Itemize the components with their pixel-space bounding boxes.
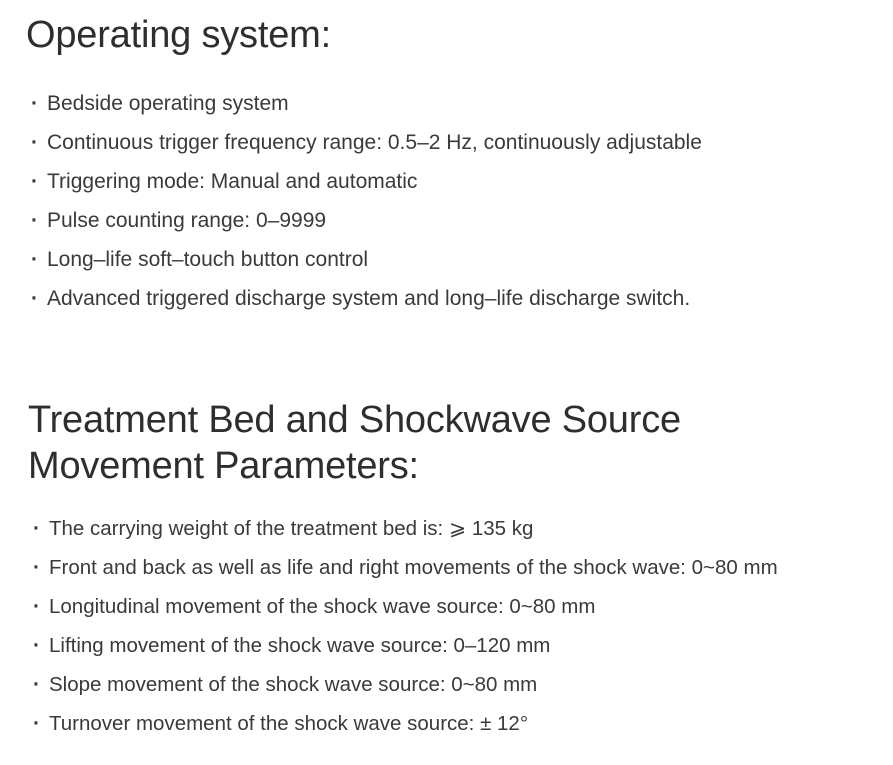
- list-item: [28, 665, 893, 704]
- bullet-dot-icon: [28, 587, 49, 626]
- list-item: [26, 162, 893, 201]
- list-item: [26, 240, 893, 279]
- bullet-dot-icon: [26, 123, 47, 162]
- bullet-dot-icon: [28, 665, 49, 704]
- list-item-text: Triggering mode: Manual and automatic: [47, 170, 418, 193]
- list-item: [28, 548, 893, 587]
- list-item: [28, 509, 893, 548]
- bullet-dot-icon: [28, 704, 49, 743]
- bullet-dot-icon: [28, 626, 49, 665]
- movement-parameters-heading: [28, 397, 893, 489]
- operating-system-list: [26, 84, 893, 318]
- bullet-dot-icon: [28, 548, 49, 587]
- list-item: [28, 587, 893, 626]
- bullet-dot-icon: [28, 509, 49, 548]
- list-item-text: Pulse counting range: 0–9999: [47, 209, 327, 232]
- movement-parameters-list: [28, 509, 893, 743]
- operating-system-section: [26, 12, 893, 318]
- list-item-text: Long–life soft–touch button control: [47, 248, 369, 271]
- bullet-dot-icon: [26, 162, 47, 201]
- bullet-dot-icon: [26, 240, 47, 279]
- operating-system-heading: Operating system:: [26, 14, 331, 56]
- bullet-dot-icon: [26, 84, 47, 123]
- list-item: [28, 704, 893, 743]
- heading-line-2: Movement Parameters:: [28, 445, 419, 487]
- list-item: [26, 84, 893, 123]
- list-item: [26, 279, 893, 318]
- movement-parameters-section: [28, 397, 893, 743]
- list-item-text: Slope movement of the shock wave source: 0~80 mm: [49, 673, 538, 696]
- list-item: [26, 123, 893, 162]
- list-item-text: Longitudinal movement of the shock wave source: 0~80 mm: [49, 595, 596, 618]
- list-item-text: Continuous trigger frequency range: 0.5–2 Hz, continuously adjustable: [47, 131, 702, 154]
- list-item-text: Lifting movement of the shock wave source: 0–120 mm: [49, 634, 551, 657]
- bullet-dot-icon: [26, 279, 47, 318]
- heading-line-1: Treatment Bed and Shockwave Source: [28, 399, 681, 441]
- list-item: [28, 626, 893, 665]
- list-item-text: Advanced triggered discharge system and long–life discharge switch.: [47, 287, 691, 310]
- list-item-text: Front and back as well as life and right movements of the shock wave: 0~80 mm: [49, 556, 778, 579]
- list-item-text: Bedside operating system: [47, 92, 289, 115]
- list-item-text: Turnover movement of the shock wave source: ± 12°: [49, 712, 529, 735]
- list-item: [26, 201, 893, 240]
- bullet-dot-icon: [26, 201, 47, 240]
- list-item-text: The carrying weight of the treatment bed is: ⩾ 135 kg: [49, 517, 534, 540]
